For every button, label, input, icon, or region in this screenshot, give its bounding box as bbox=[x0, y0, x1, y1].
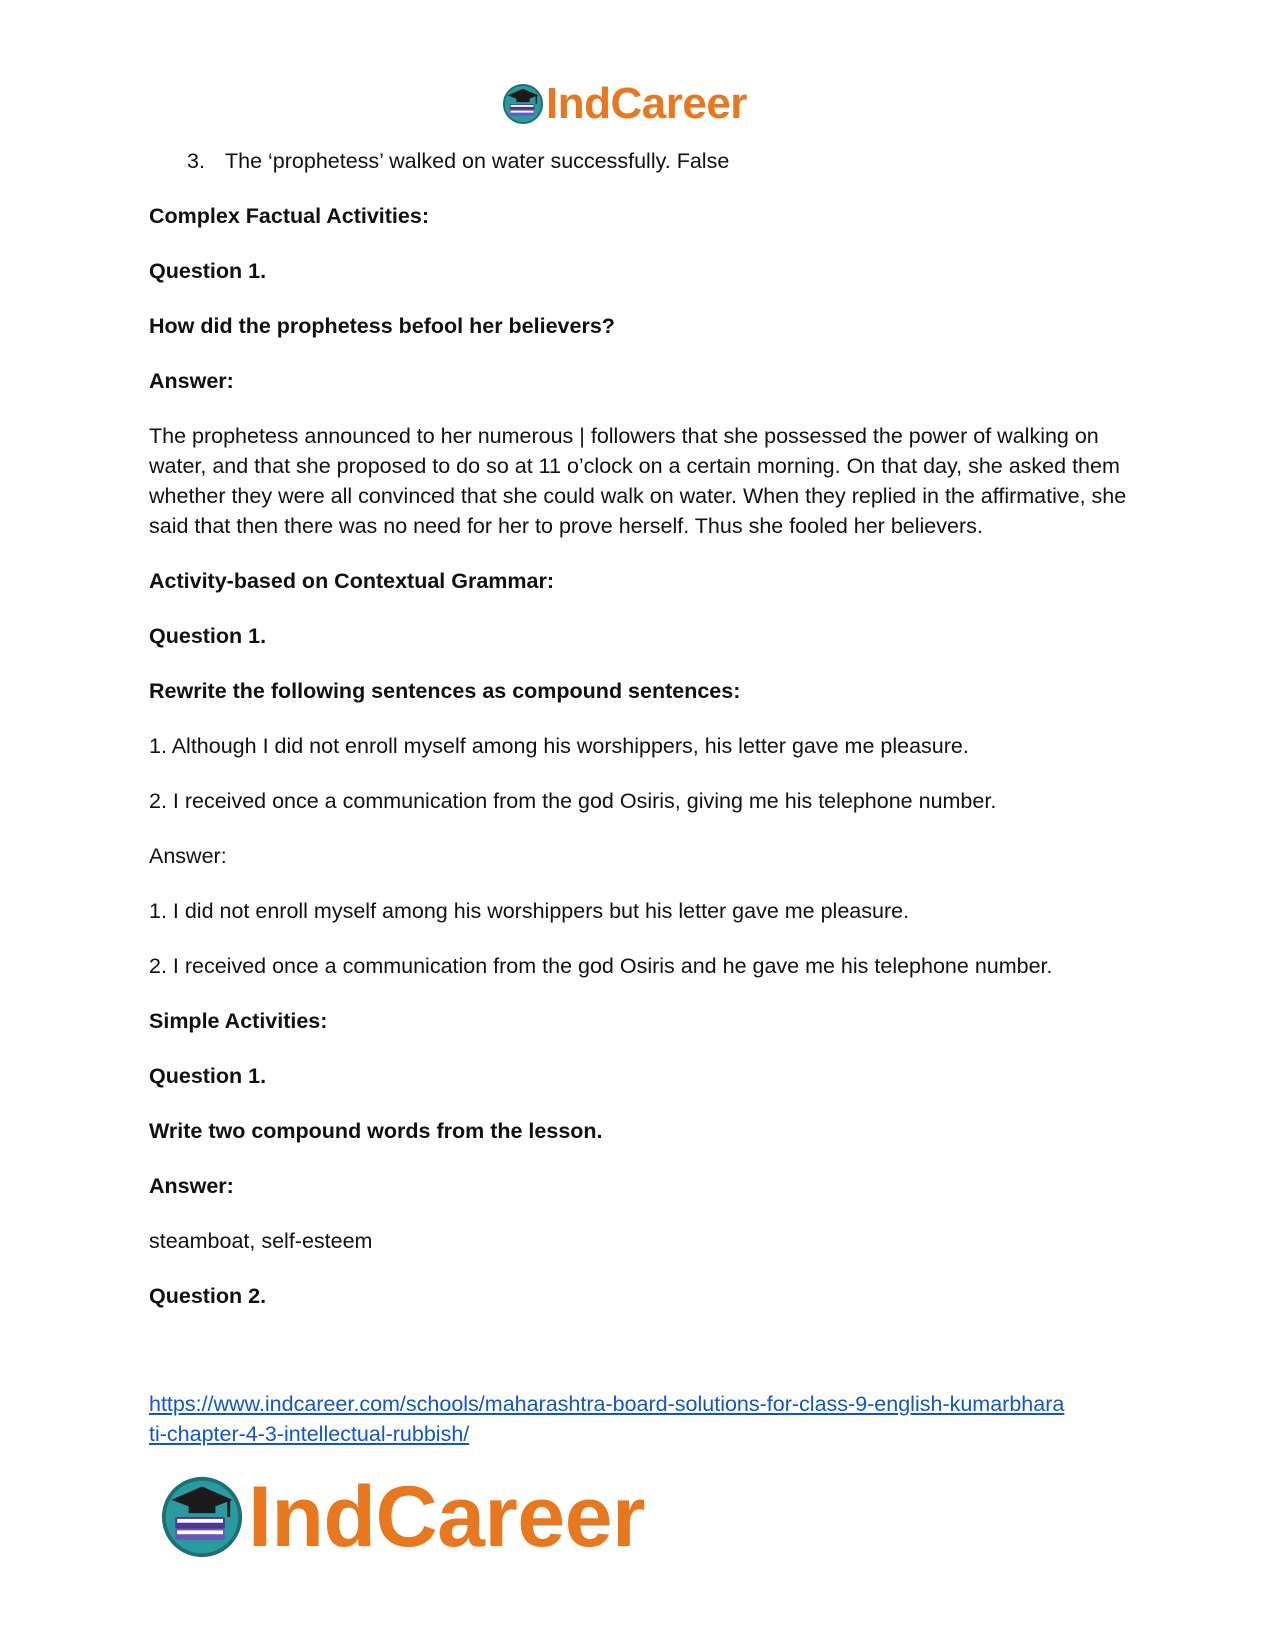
footer-logo bbox=[160, 1469, 645, 1565]
list-number: 3. bbox=[187, 149, 205, 173]
list-item-text: The ‘prophetess’ walked on water successfully. False bbox=[225, 149, 730, 173]
answer-item: 2. I received once a communication from the god Osiris and he gave me his telephone number. bbox=[149, 954, 1053, 978]
answer-item: 1. I did not enroll myself among his worshippers but his letter gave me pleasure. bbox=[149, 899, 910, 923]
section-heading-complex: Complex Factual Activities: bbox=[149, 204, 429, 228]
question-label: Question 1. bbox=[149, 624, 267, 648]
question-text: Rewrite the following sentences as compound sentences: bbox=[149, 679, 741, 703]
section-heading-grammar: Activity-based on Contextual Grammar: bbox=[149, 569, 555, 593]
source-link[interactable] bbox=[149, 1389, 1134, 1449]
document-body bbox=[149, 146, 1129, 1336]
question-label: Question 1. bbox=[149, 259, 267, 283]
sentence-item: 2. I received once a communication from the god Osiris, giving me his telephone number. bbox=[149, 789, 997, 813]
brand-name: IndCareer bbox=[248, 1469, 645, 1565]
answer-label: Answer: bbox=[149, 1174, 234, 1198]
section-heading-simple: Simple Activities: bbox=[149, 1009, 328, 1033]
question-label: Question 2. bbox=[149, 1284, 267, 1308]
list-item bbox=[149, 146, 1129, 176]
brand-name: IndCareer bbox=[546, 79, 747, 128]
header-logo bbox=[502, 80, 747, 128]
question-label: Question 1. bbox=[149, 1064, 267, 1088]
sentence-item: 1. Although I did not enroll myself among his worshippers, his letter gave me pleasure. bbox=[149, 734, 969, 758]
answer-text: steamboat, self-esteem bbox=[149, 1229, 373, 1253]
answer-label: Answer: bbox=[149, 369, 234, 393]
graduation-globe-icon bbox=[160, 1475, 244, 1559]
answer-paragraph: The prophetess announced to her numerous | followers that she possessed the power of walking on water, and that she proposed to do so at 11 o’clock on a certain morning. On that day, she asked them whether they were all convinced that she could walk on water. When they replied in the affirmative, she said that then there was no need for her to prove herself. Thus she fooled her believers. bbox=[149, 424, 1127, 538]
answer-label: Answer: bbox=[149, 844, 227, 868]
question-text: Write two compound words from the lesson. bbox=[149, 1119, 603, 1143]
source-link-line1[interactable]: https://www.indcareer.com/schools/maharashtra-board-solutions-for-class-9-english-kumarbhara bbox=[149, 1392, 1065, 1416]
question-text: How did the prophetess befool her believers? bbox=[149, 314, 615, 338]
source-link-line2[interactable]: ti-chapter-4-3-intellectual-rubbish/ bbox=[149, 1422, 470, 1446]
graduation-globe-icon bbox=[502, 83, 544, 125]
